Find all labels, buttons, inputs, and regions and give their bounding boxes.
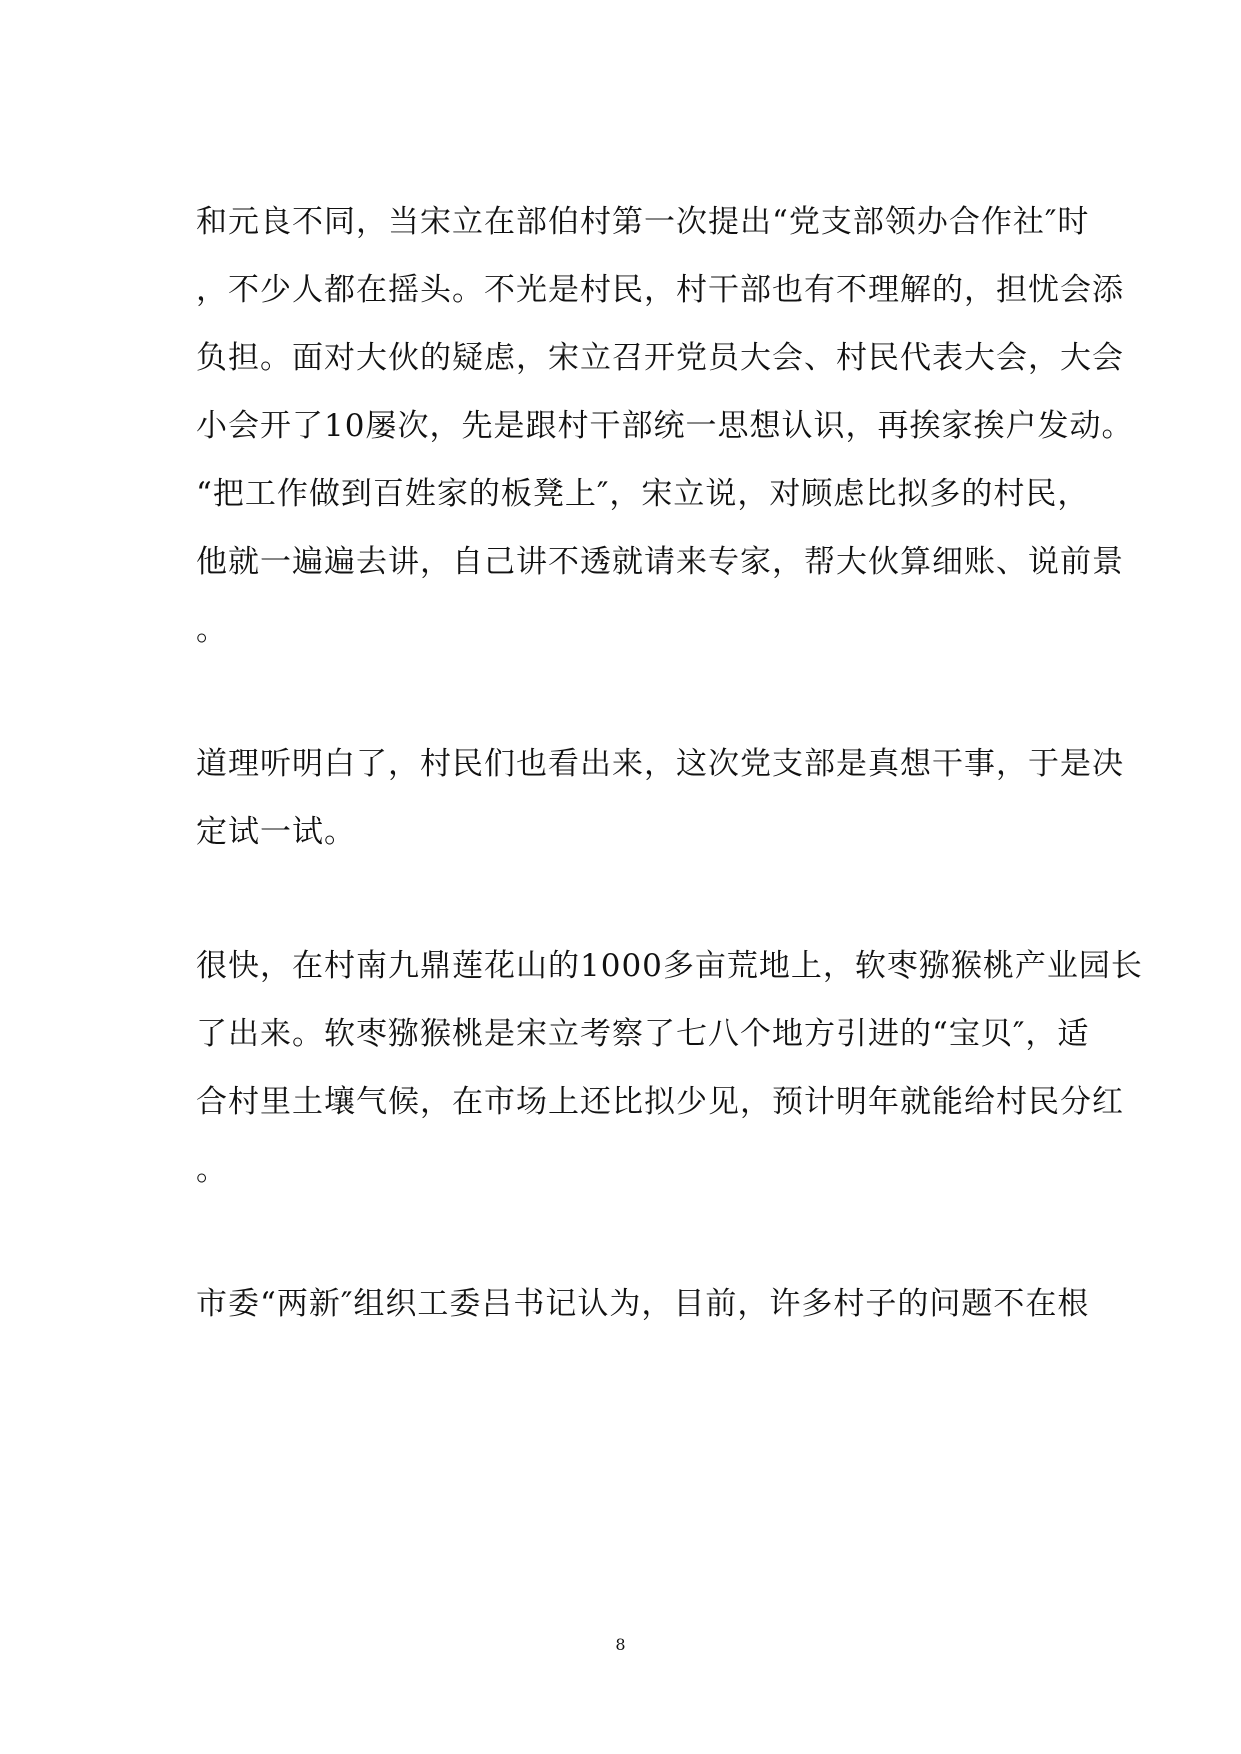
paragraph-1-line-1: 和元良不同，当宋立在部伯村第一次提出“党支部领办合作社″时 bbox=[196, 204, 1090, 240]
paragraph-1-line-5: “把工作做到百姓家的板凳上″，宋立说，对顾虑比拟多的村民， bbox=[196, 476, 1090, 512]
paragraph-3-line-2: 了出来。软枣猕猴桃是宋立考察了七八个地方引进的“宝贝″，适 bbox=[196, 1016, 1090, 1052]
paragraph-1-line-2: ，不少人都在摇头。不光是村民，村干部也有不理解的，担忧会添 bbox=[196, 272, 1124, 308]
paragraph-1-line-7: 。 bbox=[196, 612, 228, 648]
paragraph-4-line-1: 市委“两新″组织工委吕书记认为，目前，许多村子的问题不在根 bbox=[196, 1286, 1090, 1322]
paragraph-1-line-4: 小会开了10屡次，先是跟村干部统一思想认识，再挨家挨户发动。 bbox=[196, 408, 1134, 444]
paragraph-3-line-4: 。 bbox=[196, 1152, 228, 1188]
paragraph-3-line-1: 很快，在村南九鼎莲花山的1000多亩荒地上，软枣猕猴桃产业园长 bbox=[196, 948, 1143, 984]
paragraph-1-line-6: 他就一遍遍去讲，自己讲不透就请来专家，帮大伙算细账、说前景 bbox=[196, 544, 1124, 580]
paragraph-2-line-2: 定试一试。 bbox=[196, 814, 356, 850]
paragraph-1-line-3: 负担。面对大伙的疑虑，宋立召开党员大会、村民代表大会，大会 bbox=[196, 340, 1124, 376]
page-number: 8 bbox=[615, 1635, 626, 1654]
paragraph-2-line-1: 道理听明白了，村民们也看出来，这次党支部是真想干事，于是决 bbox=[196, 746, 1124, 782]
paragraph-3-line-3: 合村里土壤气候，在市场上还比拟少见，预计明年就能给村民分红 bbox=[196, 1084, 1124, 1120]
